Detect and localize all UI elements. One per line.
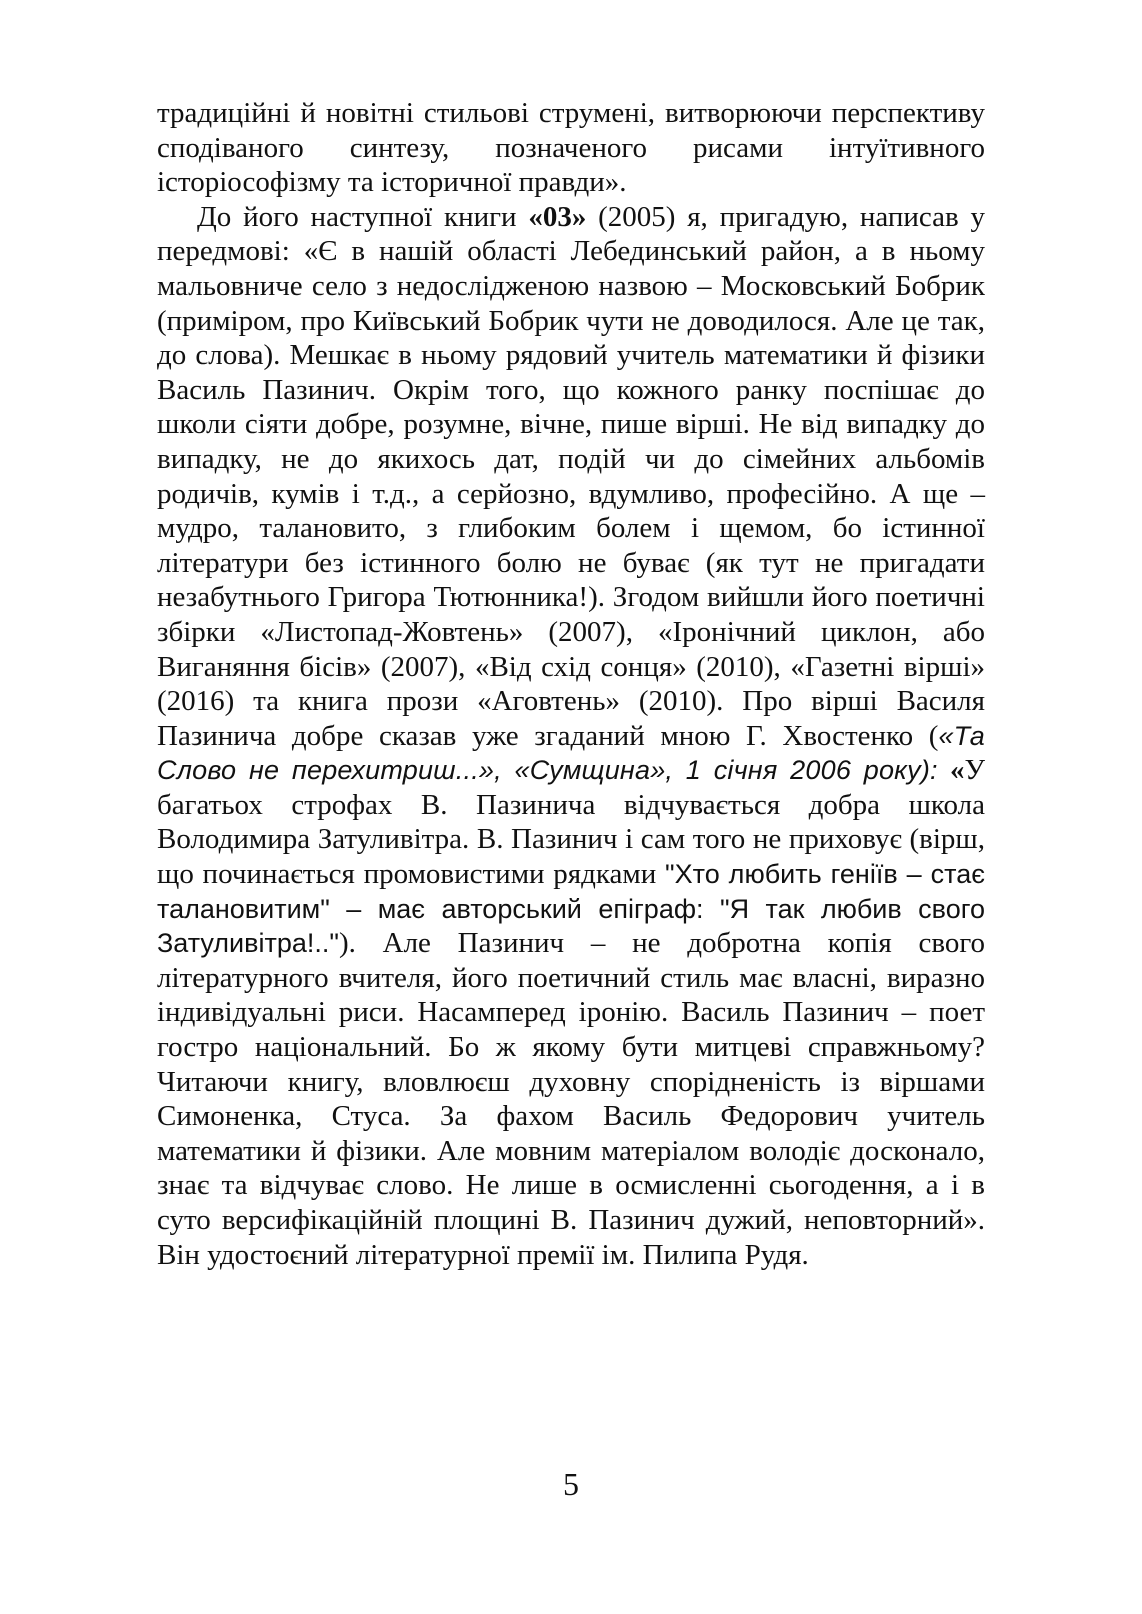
page-body	[157, 96, 985, 1272]
paragraph-text-1: (2005) я, пригадую, написав у передмові: «Є в нашій області Лебединський район, а в ньому мальовниче село з недослідженою назвою – Московський Бобрик (приміром, про Київський Бобрик чути не доводилося. Але це так, до слова). Мешкає в ньому рядовий учитель математики й фізики Василь Пазинич. Окрім того, що кожного ранку поспішає до школи сіяти добре, розумне, вічне, пише вірші. Не від випадку до випадку, не до якихось дат, подій чи до сімейних альбомів родичів, кумів і т.д., а серйозно, вдумливо, професійно. А ще – мудро, талановито, з глибоким болем і щемом, бо істинної літератури без істинного болю не буває (як тут не пригадати незабутнього Григора Тютюнника!). Згодом вийшли його поетичні збірки «Листопад-Жовтень» (2007), «Іронічний циклон, або Виганяння бісів» (2007), «Від схід сонця» (2010), «Газетні вірші» (2016) та книга прози «Аговтень» (2010). Про вірші Василя Пазинича добре сказав уже згаданий мною Г. Хвостенко (	[157, 200, 985, 752]
source-citation: «Та Слово не перехитриш...», «Сумщина», 1 січня 2006 року):	[157, 720, 985, 786]
paragraph-continuation: традиційні й новітні стильові струмені, витворюючи перспективу сподіваного синтезу, позначеного рисами інтуїтивного історіософізму та історичної правди».	[157, 97, 985, 199]
quoted-line: "Хто любить геніїв – стає талановитим" – має авторський епіграф: "Я так любив свого Затуливітра!.."	[157, 859, 986, 959]
quote-open-mark: «	[937, 754, 965, 787]
book-title: «03»	[528, 200, 587, 233]
paragraph-intro: До його наступної книги	[197, 200, 529, 233]
paragraph-text-3: ). Але Пазинич – не добротна копія свого літературного вчителя, його поетичний стиль має власні, виразно індивідуальні риси. Насамперед іронію. Василь Пазинич – поет гостро національний. Бо ж якому бути митцеві справжньому? Читаючи книгу, вловлюєш духовну спорідненість із віршами Симоненка, Стуса. За фахом Василь Федорович учитель математики й фізики. Але мовним матеріалом володіє досконало, знає та відчуває слово. Не лише в осмисленні сьогодення, а і в суто версифікаційній площині В. Пазинич дужий, неповторний». Він удостоєний літературної премії ім. Пилипа Рудя.	[157, 927, 985, 1271]
paragraph-text-2: У багатьох строфах В. Пазинича відчувається добра школа Володимира Затуливітра. В. Пазинич і сам того не приховує (вірш, що починається промовистими рядками	[157, 754, 986, 891]
paragraph-main	[157, 200, 985, 1272]
page-number: 5	[563, 1466, 579, 1502]
